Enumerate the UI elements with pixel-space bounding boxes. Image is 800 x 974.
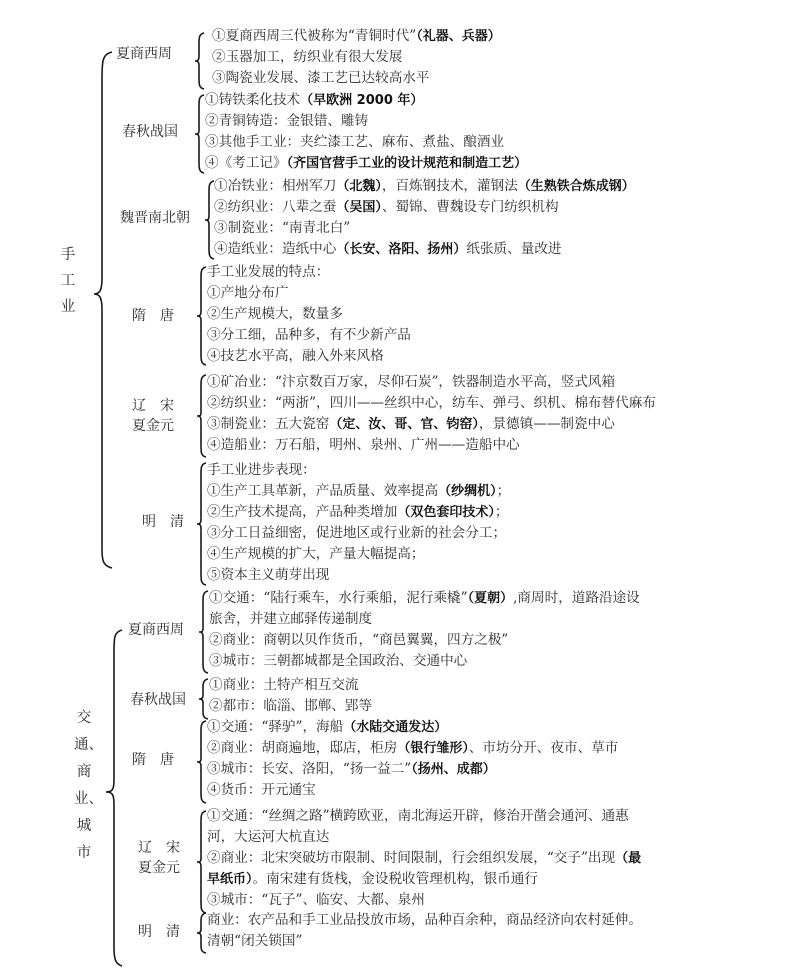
- section-brace: [102, 628, 124, 968]
- period-items: [212, 26, 501, 89]
- list-item: ①产地分布广: [207, 285, 289, 301]
- list-item: ①交通：“驿驴”，海船（水陆交通发达）: [207, 719, 448, 735]
- list-item: ④货币：开元通宝: [207, 782, 316, 798]
- list-item: 早纸币）。南宋建有货栈，金设税收管理机构，银币通行: [207, 871, 538, 887]
- list-item: ③分工日益细密，促进地区或行业新的社会分工；: [207, 525, 507, 541]
- list-item: ③城市：长安、洛阳，“扬一益二”（扬州、成都）: [207, 761, 496, 777]
- list-item: ③城市：“瓦子”、临安、大都、泉州: [207, 892, 425, 908]
- period-label: 辽 宋 夏金元: [132, 398, 174, 434]
- list-item: ③分工细，品种多，有不少新产品: [207, 327, 411, 343]
- period-label: 春秋战国: [122, 124, 178, 140]
- list-item: ③陶瓷业发展、漆工艺已达较高水平: [212, 70, 430, 86]
- period-items: [209, 588, 640, 672]
- list-item: ②青铜铸造：金银错、雕铸: [205, 113, 369, 129]
- list-item: ③城市：三朝都城都是全国政治、交通中心: [209, 653, 468, 669]
- list-item: ①交通：“丝绸之路”横跨欧亚，南北海运开辟，修治开凿会通河、通惠: [207, 808, 629, 824]
- list-item: ①夏商西周三代被称为“青铜时代”（礼器、兵器）: [212, 28, 501, 44]
- list-item: 商业：农产品和手工业品投放市场，品种百余种，商品经济向农村延伸。: [207, 912, 642, 928]
- period-label: 隋 唐: [132, 308, 174, 324]
- list-item: ④《考工记》（齐国官营手工业的设计规范和制造工艺）: [205, 155, 528, 171]
- period-label: 隋 唐: [132, 752, 174, 768]
- period-items: [207, 806, 641, 911]
- list-item: ②生产规模大，数量多: [207, 306, 343, 322]
- list-item: ①冶铁业：相州军刀（北魏），百炼钢技术，灌钢法（生熟铁合炼成钢）: [214, 178, 635, 194]
- period-label: 夏商西周: [128, 622, 184, 638]
- list-item: ②商业：商朝以贝作货币，“商邑翼翼，四方之极”: [209, 632, 509, 648]
- section-title: 交 通、 商 业、 城 市: [74, 710, 103, 861]
- list-item: ①交通：“陆行乘车，水行乘船，泥行乘橇”（夏朝）,商周时，道路沿途设: [209, 590, 640, 606]
- list-item: ④技艺水平高，融入外来风格: [207, 348, 384, 364]
- list-item: 旅舍，并建立邮驿传递制度: [209, 611, 373, 627]
- list-item: ②商业：北宋突破坊市限制、时间限制，行会组织发展，“交子”出现（最: [207, 850, 642, 866]
- list-item: 手工业进步表现：: [207, 462, 316, 478]
- list-item: ③制瓷业：“南青北白”: [214, 220, 351, 236]
- list-item: ①矿冶业：“汴京数百万家，尽仰石炭”，铁器制造水平高，竖式风箱: [207, 374, 616, 390]
- list-item: 手工业发展的特点：: [207, 264, 330, 280]
- period-items: [207, 717, 618, 801]
- list-item: ②生产技术提高，产品种类增加（双色套印技术）；: [207, 504, 509, 520]
- period-label: 明 清: [142, 514, 184, 530]
- list-item: ③制瓷业：五大瓷窑（定、汝、哥、官、钧窑），景德镇——制瓷中心: [207, 416, 615, 432]
- period-label: 辽 宋 夏金元: [138, 840, 180, 876]
- list-item: ①铸铁柔化技术（早欧洲 2000 年）: [205, 92, 424, 108]
- list-item: ④生产规模的扩大，产量大幅提高；: [207, 546, 425, 562]
- list-item: ①生产工具革新，产品质量、效率提高（纱绸机）；: [207, 483, 511, 499]
- list-item: ④造船业：万石船，明州、泉州、广州——造船中心: [207, 437, 520, 453]
- list-item: ②都市：临淄、邯郸、郢等: [209, 698, 373, 714]
- list-item: 河，大运河大杭直达: [207, 829, 330, 845]
- period-items: [214, 176, 635, 260]
- list-item: ③其他手工业：夹纻漆工艺、麻布、煮盐、酿酒业: [205, 134, 505, 150]
- list-item: ②玉器加工，纺织业有很大发展: [212, 49, 403, 65]
- list-item: ②纺织业：“两浙”，四川——丝织中心，纺车、弹弓、织机、棉布替代麻布: [207, 395, 656, 411]
- list-item: ②商业：胡商遍地，邸店，柜房（银行雏形）、市坊分开、夜市、草市: [207, 740, 619, 756]
- section-brace: [92, 50, 114, 570]
- period-items: [209, 675, 372, 717]
- period-label: 春秋战国: [130, 692, 186, 708]
- list-item: ④造纸业：造纸中心（长安、洛阳、扬州）纸张质、量改进: [214, 241, 562, 257]
- list-item: ⑤资本主义萌芽出现: [207, 567, 330, 583]
- period-brace: [194, 32, 206, 90]
- period-items: [207, 910, 642, 952]
- period-label: 魏晋南北朝: [120, 210, 190, 226]
- period-items: [207, 460, 510, 586]
- list-item: ①商业：土特产相互交流: [209, 677, 359, 693]
- period-label: 夏商西周: [116, 46, 172, 62]
- list-item: 清朝“闭关锁国”: [207, 933, 303, 949]
- section-title: 手 工 业: [60, 247, 76, 315]
- period-items: [205, 90, 527, 174]
- period-items: [207, 262, 411, 367]
- list-item: ②纺织业：八辈之蚕（吴国）、蜀锦、曹魏设专门纺织机构: [214, 199, 559, 215]
- period-label: 明 清: [138, 924, 180, 940]
- period-items: [207, 372, 656, 456]
